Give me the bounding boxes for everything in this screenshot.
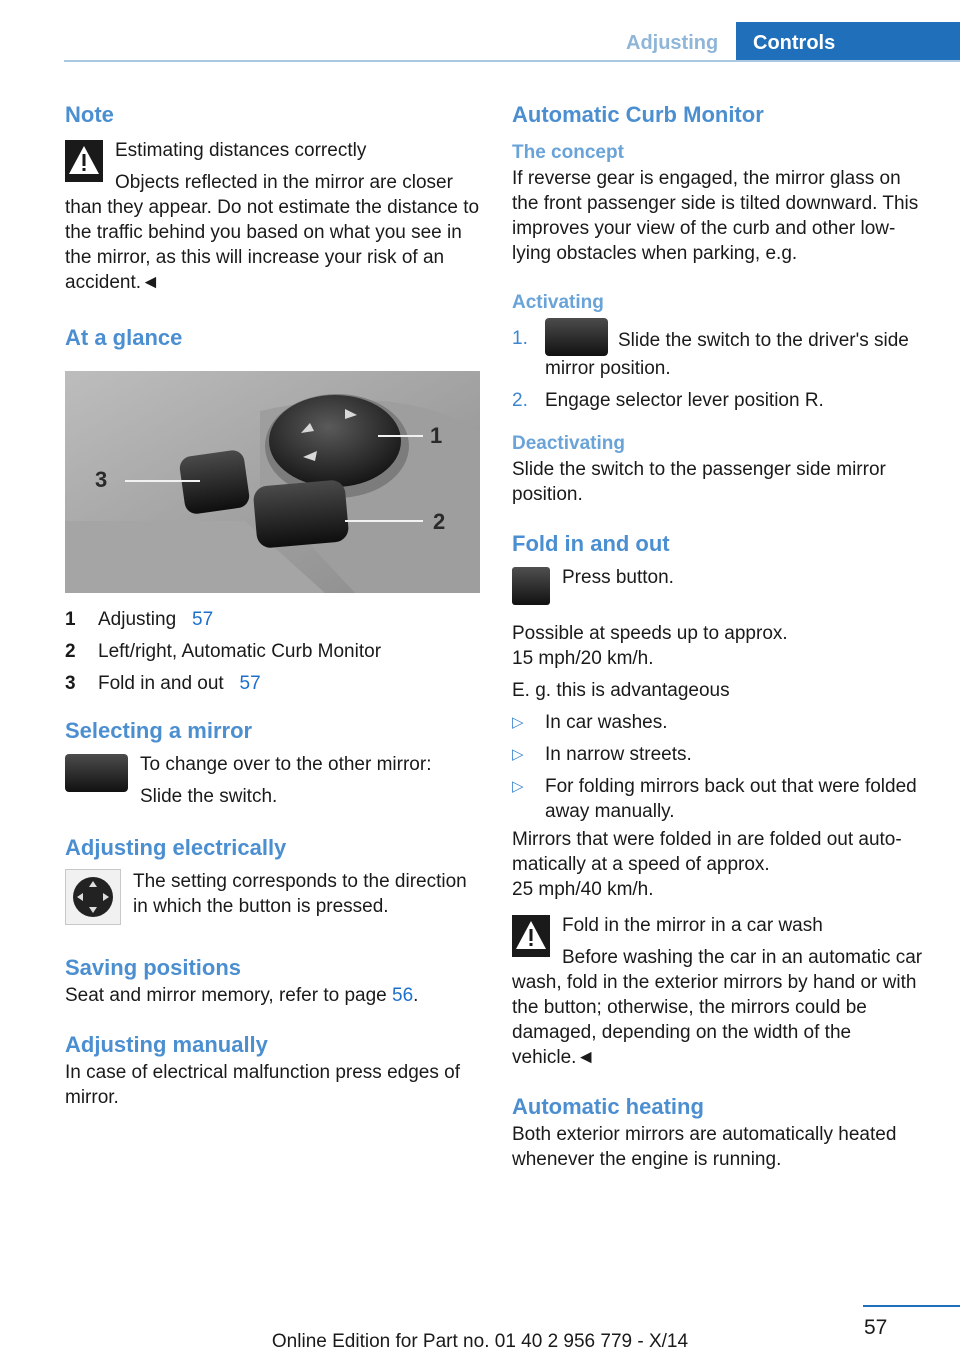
step-number: 2. bbox=[512, 390, 528, 411]
legend-number: 1 bbox=[65, 609, 76, 630]
fold-button-icon bbox=[512, 567, 550, 605]
list-item-text: In narrow streets. bbox=[545, 744, 692, 765]
edition-footer: Online Edition for Part no. 01 40 2 956 779 - X/14 bbox=[271, 1331, 689, 1352]
header-section: Adjusting bbox=[626, 32, 719, 54]
list-item-text: In car washes. bbox=[545, 712, 668, 733]
note-heading: Estimating distances correctly bbox=[115, 140, 367, 161]
legend-text: Fold in and out 57 bbox=[98, 673, 261, 694]
note-title: Note bbox=[65, 102, 114, 127]
concept-body: If reverse gear is engaged, the mirror glass on the front passenger side is tilted downward. This improves your view of the curb and other low-lying obstacles when parking, e.g. bbox=[512, 168, 919, 264]
page-link[interactable]: 56 bbox=[392, 985, 414, 1006]
figure-label-2: 2 bbox=[433, 509, 446, 534]
legend-item bbox=[65, 607, 480, 632]
fold-press: Press button. bbox=[562, 567, 674, 588]
list-item bbox=[512, 774, 930, 824]
mirror-switch-photo bbox=[65, 371, 480, 593]
warning-icon bbox=[65, 140, 103, 182]
fold-auto: Mirrors that were folded in are folded out automatically at a speed of approx. bbox=[512, 829, 902, 875]
wash-body: Before washing the car in an automatic car wash, fold in the exterior mirrors by hand or with the button; otherwise, the mirrors could be damaged, depending on the width of the vehicle.◄ bbox=[512, 947, 923, 1068]
fold-auto-2: 25 mph/40 km/h. bbox=[512, 879, 654, 900]
page-link[interactable]: 57 bbox=[239, 673, 261, 694]
fold-speed-2: 15 mph/20 km/h. bbox=[512, 648, 654, 669]
legend-text: Adjusting 57 bbox=[98, 609, 214, 630]
list-item bbox=[512, 710, 930, 735]
triangle-bullet-icon: ▷ bbox=[512, 746, 524, 763]
step-text: Engage selector lever position R. bbox=[545, 390, 824, 411]
adjusting-electrically-body: The setting corresponds to the direction in which the button is pressed. bbox=[133, 871, 467, 917]
legend-text: Left/right, Automatic Curb Monitor bbox=[98, 641, 382, 662]
figure-label-1: 1 bbox=[430, 423, 443, 448]
step-number: 1. bbox=[512, 328, 528, 349]
deactivating-title: Deactivating bbox=[512, 433, 625, 454]
heating-title: Automatic heating bbox=[512, 1094, 704, 1119]
legend-number: 2 bbox=[65, 641, 76, 662]
selecting-mirror-title: Selecting a mirror bbox=[65, 718, 253, 743]
saving-positions-title: Saving positions bbox=[65, 955, 242, 980]
legend-item bbox=[65, 639, 480, 664]
list-item bbox=[512, 742, 930, 767]
adjusting-manually-title: Adjusting manually bbox=[65, 1032, 268, 1057]
note-body: Objects reflected in the mirror are closer than they appear. Do not estimate the distance to the traffic behind you based on what you see in the mirror, as this will increase your risk of an accident.◄ bbox=[65, 172, 480, 293]
adjusting-electrically-title: Adjusting electrically bbox=[65, 835, 287, 860]
direction-pad-icon bbox=[65, 869, 121, 925]
left-column bbox=[65, 100, 480, 1110]
mirror-switch-icon bbox=[65, 754, 128, 792]
page-link[interactable]: 57 bbox=[192, 609, 214, 630]
right-column bbox=[512, 100, 930, 1172]
activating-title: Activating bbox=[512, 292, 604, 313]
fold-eg: E. g. this is advantageous bbox=[512, 680, 730, 701]
header-rule bbox=[64, 60, 960, 62]
fold-title: Fold in and out bbox=[512, 531, 670, 556]
at-a-glance-title: At a glance bbox=[65, 325, 183, 350]
page-number: 57 bbox=[864, 1316, 888, 1339]
acm-title: Automatic Curb Monitor bbox=[512, 102, 764, 127]
legend-item bbox=[65, 671, 480, 696]
mirror-switch-icon bbox=[545, 318, 608, 356]
selecting-line-1: To change over to the other mirror: bbox=[140, 754, 432, 775]
selecting-line-2: Slide the switch. bbox=[140, 786, 278, 807]
concept-title: The concept bbox=[512, 142, 624, 163]
page-number-rule bbox=[863, 1305, 960, 1307]
saving-positions-body: Seat and mirror memory, refer to page 56. bbox=[65, 985, 419, 1006]
heating-body: Both exterior mirrors are automatically heated whenever the engine is running. bbox=[512, 1124, 897, 1170]
step-text: Slide the switch to the driver's side mirror position. bbox=[545, 326, 930, 381]
activating-step bbox=[512, 326, 930, 381]
fold-speed: Possible at speeds up to approx. bbox=[512, 623, 788, 644]
triangle-bullet-icon: ▷ bbox=[512, 778, 524, 795]
deactivating-body: Slide the switch to the passenger side mirror position. bbox=[512, 459, 886, 505]
triangle-bullet-icon: ▷ bbox=[512, 714, 524, 731]
wash-heading: Fold in the mirror in a car wash bbox=[562, 915, 823, 936]
legend-number: 3 bbox=[65, 673, 76, 694]
activating-step bbox=[512, 388, 930, 413]
adjusting-manually-body: In case of electrical malfunction press edges of mirror. bbox=[65, 1062, 460, 1108]
header-chapter-tab: Controls bbox=[736, 22, 960, 62]
list-item-text: For folding mirrors back out that were folded away manually. bbox=[545, 776, 917, 822]
warning-icon bbox=[512, 915, 550, 957]
figure-label-3: 3 bbox=[95, 467, 108, 492]
